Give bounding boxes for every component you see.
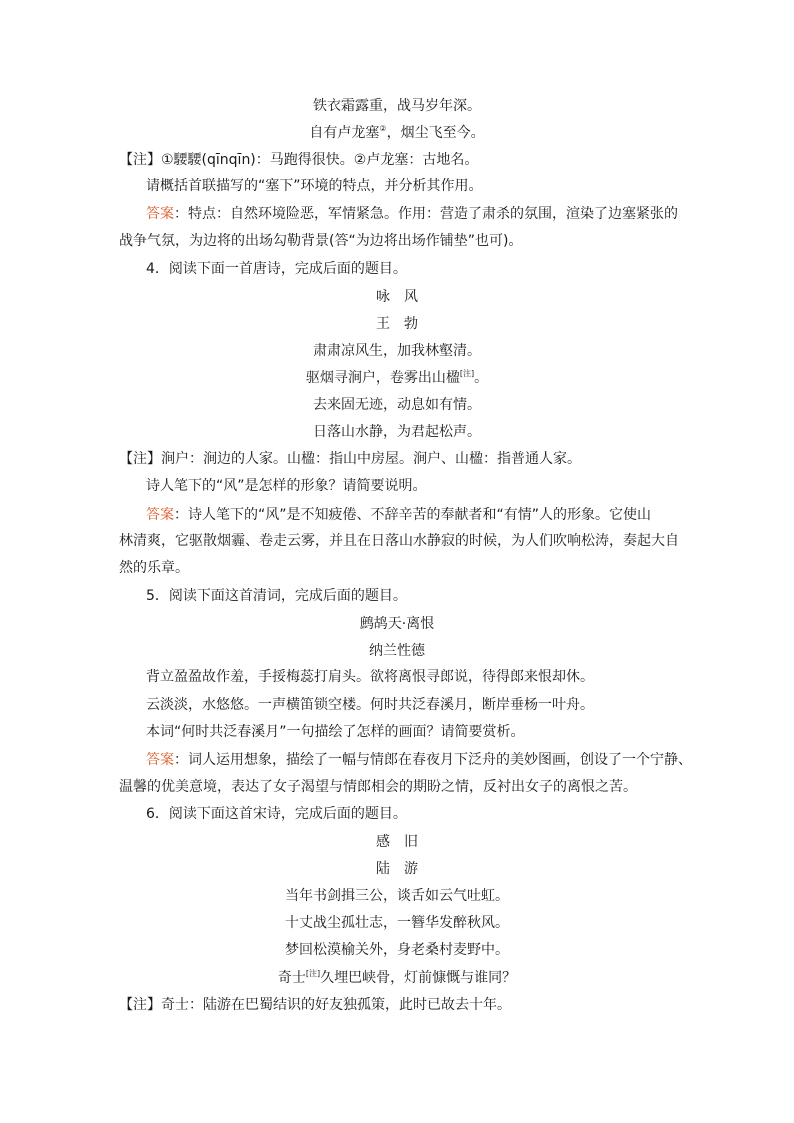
note: 【注】①騕騕(qīnqīn)：马跑得很快。②卢龙塞：古地名。 xyxy=(119,152,479,168)
note-label: 【注】 xyxy=(119,152,161,168)
question-text: 请概括首联描写的“塞下”环境的特点，并分析其作用。 xyxy=(146,178,483,194)
answer-label: 答案 xyxy=(146,206,174,222)
question-prompt: 5．阅读下面这首清词，完成后面的题目。 xyxy=(146,588,407,604)
poem-line: 驱烟寻涧户，卷雾出山楹[注]。 xyxy=(305,369,489,386)
poem-author: 王 勃 xyxy=(376,316,418,332)
footnote-marker: ② xyxy=(379,124,387,133)
poem-line: 铁衣霜露重，战马岁年深。 xyxy=(313,98,481,114)
note: 【注】奇士：陆游在巴蜀结识的好友独孤策，此时已故去十年。 xyxy=(119,997,511,1013)
poem-line: 十丈战尘孤壮志，一簪华发醉秋风。 xyxy=(285,915,509,931)
answer-paragraph-cont: 然的乐章。 xyxy=(119,560,189,576)
answer-paragraph-cont: 温馨的优美意境，表达了女子渴望与情郎相会的期盼之情，反衬出女子的离恨之苦。 xyxy=(119,779,637,795)
poem-author: 纳兰性德 xyxy=(369,643,425,659)
poem-line: 肃肃凉风生，加我林壑清。 xyxy=(313,343,481,359)
question-prompt: 4．阅读下面一首唐诗，完成后面的题目。 xyxy=(146,261,407,277)
poem-line: 当年书剑揖三公，谈舌如云气吐虹。 xyxy=(285,888,509,904)
note: 【注】涧户：涧边的人家。山楹：指山中房屋。涧户、山楹：指普通人家。 xyxy=(119,451,581,467)
poem-line: 奇士[注]久埋巴峡骨，灯前慷慨与谁同？ xyxy=(277,969,517,986)
answer-paragraph-cont: 林清爽，它驱散烟霾、卷走云雾，并且在日落山水静寂的时候，为人们吹响松涛，奏起大自 xyxy=(119,533,679,549)
poem-line: 背立盈盈故作羞，手挼梅蕊打肩头。欲将离恨寻郎说，待得郎来恨却休。 xyxy=(146,669,594,685)
poem-line: 云淡淡，水悠悠。一声横笛锁空楼。何时共泛春溪月，断岸垂杨一叶舟。 xyxy=(146,697,594,713)
answer-paragraph: 答案：诗人笔下的“风”是不知疲倦、不辞辛苦的奉献者和“有情”人的形象。它使山 xyxy=(146,507,652,523)
answer-paragraph: 答案：特点：自然环境险恶，军情紧急。作用：营造了肃杀的氛围，渲染了边塞紧张的 xyxy=(146,206,678,222)
answer-paragraph-cont: 战争气氛，为边将的出场勾勒背景(答“为边将出场作铺垫”也可)。 xyxy=(119,233,523,249)
poem-line: 去来固无迹，动息如有情。 xyxy=(313,397,481,413)
poem-author: 陆 游 xyxy=(376,861,418,877)
poem-title: 感 旧 xyxy=(376,834,418,850)
question-text: 诗人笔下的“风”是怎样的形象？请简要说明。 xyxy=(146,478,427,494)
question-text: 本词“何时共泛春溪月”一句描绘了怎样的画面？请简要赏析。 xyxy=(146,724,525,740)
footnote-marker: [注] xyxy=(459,369,475,378)
answer-label: 答案 xyxy=(146,752,174,768)
question-prompt: 6．阅读下面这首宋诗，完成后面的题目。 xyxy=(146,806,407,822)
poem-title: 鹧鸪天·离恨 xyxy=(359,616,435,632)
answer-label: 答案 xyxy=(146,507,174,523)
note-label: 【注】 xyxy=(119,451,161,467)
poem-title: 咏 风 xyxy=(376,289,418,305)
poem-line: 日落山水静，为君起松声。 xyxy=(313,424,481,440)
footnote-marker: [注] xyxy=(305,969,321,978)
note-label: 【注】 xyxy=(119,997,161,1013)
poem-line: 梦回松漠榆关外，身老桑村麦野中。 xyxy=(285,942,509,958)
answer-paragraph: 答案：词人运用想象，描绘了一幅与情郎在春夜月下泛舟的美妙图画，创设了一个宁静、 xyxy=(146,752,692,768)
poem-line: 自有卢龙塞②，烟尘飞至今。 xyxy=(309,124,485,141)
